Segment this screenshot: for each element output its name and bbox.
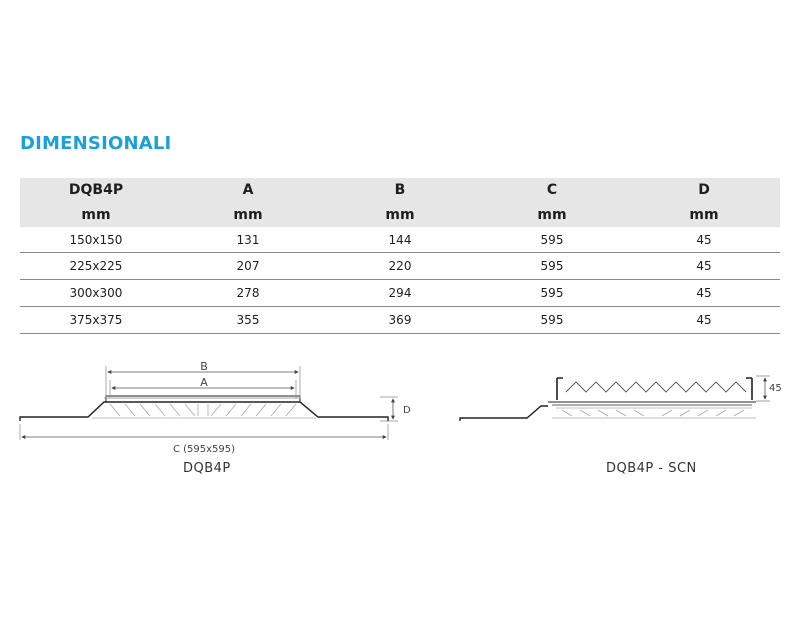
table-row bbox=[20, 280, 780, 307]
table-cell: 595 bbox=[476, 280, 628, 307]
table-cell: 45 bbox=[628, 227, 780, 253]
technical-drawings bbox=[0, 340, 800, 480]
column-header: B bbox=[324, 178, 476, 202]
section-heading: DIMENSIONALI bbox=[20, 133, 172, 154]
column-unit: mm bbox=[324, 202, 476, 227]
table-cell: 207 bbox=[172, 253, 324, 280]
table-cell: 45 bbox=[628, 253, 780, 280]
column-unit: mm bbox=[172, 202, 324, 227]
dqb4p-scn-drawing bbox=[460, 376, 770, 421]
table-cell: 369 bbox=[324, 307, 476, 334]
dimensions-table bbox=[20, 178, 780, 334]
table-unit-row bbox=[20, 202, 780, 227]
table-cell: 300x300 bbox=[20, 280, 172, 307]
table-header-row bbox=[20, 178, 780, 202]
drawing-caption-dqb4p: DQB4P bbox=[183, 461, 231, 476]
dimension-label-45: 45 bbox=[769, 383, 782, 394]
table-row bbox=[20, 253, 780, 280]
table-cell: 294 bbox=[324, 280, 476, 307]
table-cell: 45 bbox=[628, 307, 780, 334]
column-header: A bbox=[172, 178, 324, 202]
column-unit: mm bbox=[476, 202, 628, 227]
table-row bbox=[20, 307, 780, 334]
table-cell: 220 bbox=[324, 253, 476, 280]
table-cell: 45 bbox=[628, 280, 780, 307]
table-cell: 595 bbox=[476, 307, 628, 334]
dimension-label-c: C (595x595) bbox=[172, 444, 236, 455]
dimension-label-b: B bbox=[200, 360, 208, 373]
column-unit: mm bbox=[628, 202, 780, 227]
dimension-label-d: D bbox=[403, 405, 411, 416]
table-cell: 355 bbox=[172, 307, 324, 334]
drawing-caption-dqb4p-scn: DQB4P - SCN bbox=[606, 461, 697, 476]
table-cell: 225x225 bbox=[20, 253, 172, 280]
column-header: C bbox=[476, 178, 628, 202]
column-header: D bbox=[628, 178, 780, 202]
table-cell: 131 bbox=[172, 227, 324, 253]
table-cell: 278 bbox=[172, 280, 324, 307]
column-header: DQB4P bbox=[20, 178, 172, 202]
table-cell: 595 bbox=[476, 227, 628, 253]
column-unit: mm bbox=[20, 202, 172, 227]
dimension-label-a: A bbox=[200, 376, 208, 389]
table-cell: 144 bbox=[324, 227, 476, 253]
dqb4p-drawing bbox=[20, 366, 398, 440]
table-cell: 375x375 bbox=[20, 307, 172, 334]
table-row bbox=[20, 227, 780, 253]
table-cell: 150x150 bbox=[20, 227, 172, 253]
table-cell: 595 bbox=[476, 253, 628, 280]
